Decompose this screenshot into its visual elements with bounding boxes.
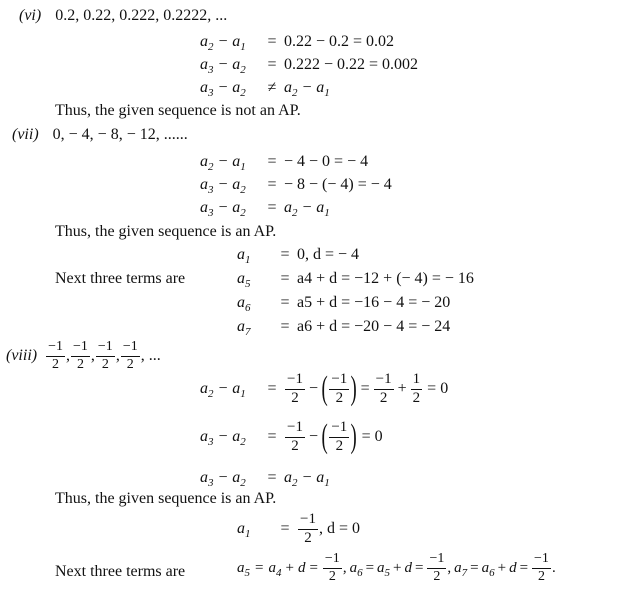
equation-rhs: − 4 − 0 = − 4 [284, 153, 369, 170]
equation-lhs: $a_2 - a_1$ [200, 153, 246, 173]
part-vi-header [19, 8, 227, 24]
equation-lhs: $a_2 - a_1$ [200, 380, 246, 401]
equation-lhs: $a_6$ [237, 294, 251, 314]
equation-lhs: $a_3 - a_2$ [200, 428, 246, 449]
relation-symbol: ≠ [267, 79, 277, 96]
equation-lhs: $a_2 - a_1$ [200, 33, 246, 53]
fraction: $\frac{-1}{2}$ [300, 511, 316, 546]
d-value: , d = 0 [318, 520, 360, 538]
equation-row: $a_1$ = $\frac{-1}{2}$ , d = 0 [237, 511, 360, 546]
equation-lhs: $a_3 - a_2$ [200, 469, 246, 489]
equation-row: $a_2 - a_1$ = $\frac{-1}{2}$ − ( −1 2 ) = $\frac{-1}{2}$ + $\frac{1}{2}$ = 0 [200, 370, 449, 408]
equation-row: $a_3 - a_2$ = $\frac{-1}{2}$ − ( −1 2 ) = 0 [200, 418, 383, 456]
conclusion-text: Thus, the given sequence is not an AP. [55, 102, 301, 119]
part-viii-header: (viii) −1 2 , −1 2 , −1 2 , −1 2 , ... [6, 339, 161, 372]
fraction: $\frac{-1}{2}$ [534, 551, 549, 584]
equation-row: $a_7$ = a6 + d = −20 − 4 = − 24 [237, 318, 451, 338]
equation-row: $a_6$ = a5 + d = −16 − 4 = − 20 [237, 294, 451, 314]
fraction: $\frac{-1}{2}$ [287, 419, 303, 454]
fraction: $\frac{-1}{2}$ [287, 371, 303, 406]
conclusion-text: Thus, the given sequence is an AP. [55, 223, 277, 240]
equation-rhs: 0.22 − 0.2 = 0.02 [284, 33, 395, 50]
equation-lhs: $a_1$ [237, 246, 251, 266]
equation-rhs: − 8 − (− 4) = − 4 [284, 176, 392, 193]
equation-row: $a_2 - a_1$ = 0.22 − 0.2 = 0.02 [200, 33, 395, 53]
fraction: −1 2 [331, 371, 348, 406]
fraction: −1 2 [97, 339, 113, 372]
equation-row: $a_2 - a_1$ = − 4 − 0 = − 4 [200, 153, 369, 173]
fraction: $\frac{-1}{2}$ [429, 551, 445, 584]
part-label: (vi) [19, 7, 42, 24]
equation-row: $a_3 - a_2$ = 0.222 − 0.22 = 0.002 [200, 56, 419, 76]
sequence-text: 0.2, 0.22, 0.222, 0.2222, ... [55, 7, 228, 24]
equation-row: $a_5$ = $a_4$ + d = $\frac{-1}{2}$ , $a_6$ = $a_5$ + d = $\frac{-1}{2}$ , $a_7$ = $a_6$ + d = $\frac{-1}{2}$ . [237, 551, 556, 584]
equation-row: $a_5$ = a4 + d = −12 + (− 4) = − 16 [237, 270, 474, 290]
sequence-text: 0, − 4, − 8, − 12, ...... [52, 126, 188, 143]
relation-symbol: = [267, 199, 277, 216]
equation-rhs: $a_2 - a_1$ [284, 79, 330, 99]
fraction: −1 2 [331, 419, 348, 454]
equation-lhs: $a_5$ [237, 270, 251, 290]
fraction: $\frac{-1}{2}$ [324, 551, 340, 584]
equation-lhs: $a_3 - a_2$ [200, 56, 246, 76]
equation-row: $a_1$ = 0, d = − 4 [237, 246, 360, 266]
equation-row [200, 199, 330, 219]
ellipsis: , ... [140, 347, 161, 365]
conclusion-text: Thus, the given sequence is an AP. [55, 490, 277, 507]
equation-lhs: $a_3 - a_2$ [200, 79, 246, 99]
fraction: $\frac{1}{2}$ [412, 371, 421, 406]
equation-rhs: a6 + d = −20 − 4 = − 24 [297, 318, 451, 335]
equation-row: $a_3 - a_2$ = − 8 − (− 4) = − 4 [200, 176, 392, 196]
equation-rhs: $a_2 - a_1$ [284, 469, 330, 489]
equation-lhs: $a_1$ [237, 520, 251, 541]
next-terms-label: Next three terms are [55, 563, 186, 580]
equation-lhs: $a_3 - a_2$ [200, 199, 246, 219]
equation-row: $a_3 - a_2$ = $a_2 - a_1$ [200, 469, 330, 489]
fraction: −1 2 [122, 339, 138, 372]
equation-rhs: a5 + d = −16 − 4 = − 20 [297, 294, 451, 311]
result-value: 0 [440, 380, 449, 398]
fraction: −1 2 [48, 339, 63, 372]
equation-lhs: $a_7$ [237, 318, 251, 338]
equation-row [200, 79, 330, 99]
equation-rhs: 0.222 − 0.22 = 0.002 [284, 56, 419, 73]
equation-rhs: 0, d = − 4 [297, 246, 360, 263]
equation-lhs: $a_3 - a_2$ [200, 176, 246, 196]
fraction: $\frac{-1}{2}$ [375, 371, 392, 406]
result-value: 0 [374, 428, 383, 446]
part-label: (viii) [6, 347, 38, 365]
part-vii-header [12, 127, 188, 143]
fraction: −1 2 [73, 339, 88, 372]
part-label: (vii) [12, 126, 39, 143]
equation-rhs: a4 + d = −12 + (− 4) = − 16 [297, 270, 474, 287]
equation-rhs: $a_2 - a_1$ [284, 199, 330, 219]
next-terms-label: Next three terms are [55, 270, 186, 287]
